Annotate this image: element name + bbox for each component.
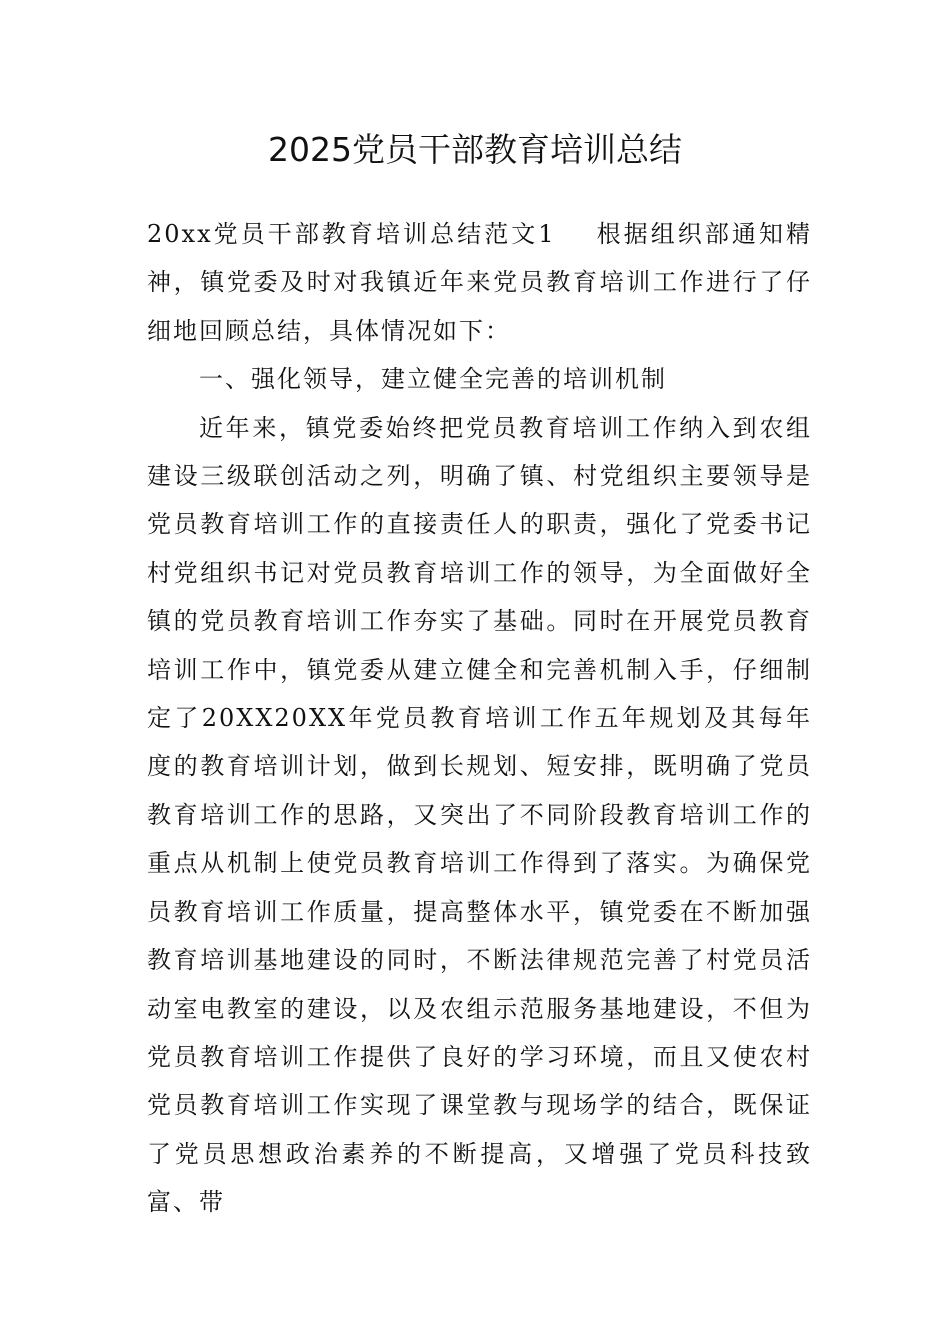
intro-text: 根据组织部通知精神，镇党委及时对我镇近年来党员教育培训工作进行了仔细地回顾总结，具体情况如下： xyxy=(147,220,813,345)
section-heading-1: 一、强化领导，建立健全完善的培训机制 xyxy=(199,365,667,394)
document-body xyxy=(147,210,812,1227)
body-paragraph-1: 近年来，镇党委始终把党员教育培训工作纳入到农组建设三级联创活动之列，明确了镇、村党组织主要领导是党员教育培训工作的直接责任人的职责，强化了党委书记村党组织书记对党员教育培训工作的领导，为全面做好全镇的党员教育培训工作夯实了基础。同时在开展党员教育培训工作中，镇党委从建立健全和完善机制入手，仔细制定了20XX20XX年党员教育培训工作五年规划及其每年度的教育培训计划，做到长规划、短安排，既明确了党员教育培训工作的思路，又突出了不同阶段教育培训工作的重点从机制上使党员教育培训工作得到了落实。为确保党员教育培训工作质量，提高整体水平，镇党委在不断加强教育培训基地建设的同时，不断法律规范完善了村党员活动室电教室的建设，以及农组示范服务基地建设，不但为党员教育培训工作提供了良好的学习环境，而且又使农村党员教育培训工作实现了课堂教与现场学的结合，既保证了党员思想政治素养的不断提高，又增强了党员科技致富、带 xyxy=(147,413,812,1217)
intro-label: 20xx党员干部教育培训总结范文1 xyxy=(147,220,556,248)
document-title: 2025党员干部教育培训总结 xyxy=(268,130,682,169)
intro-paragraph xyxy=(147,210,812,355)
